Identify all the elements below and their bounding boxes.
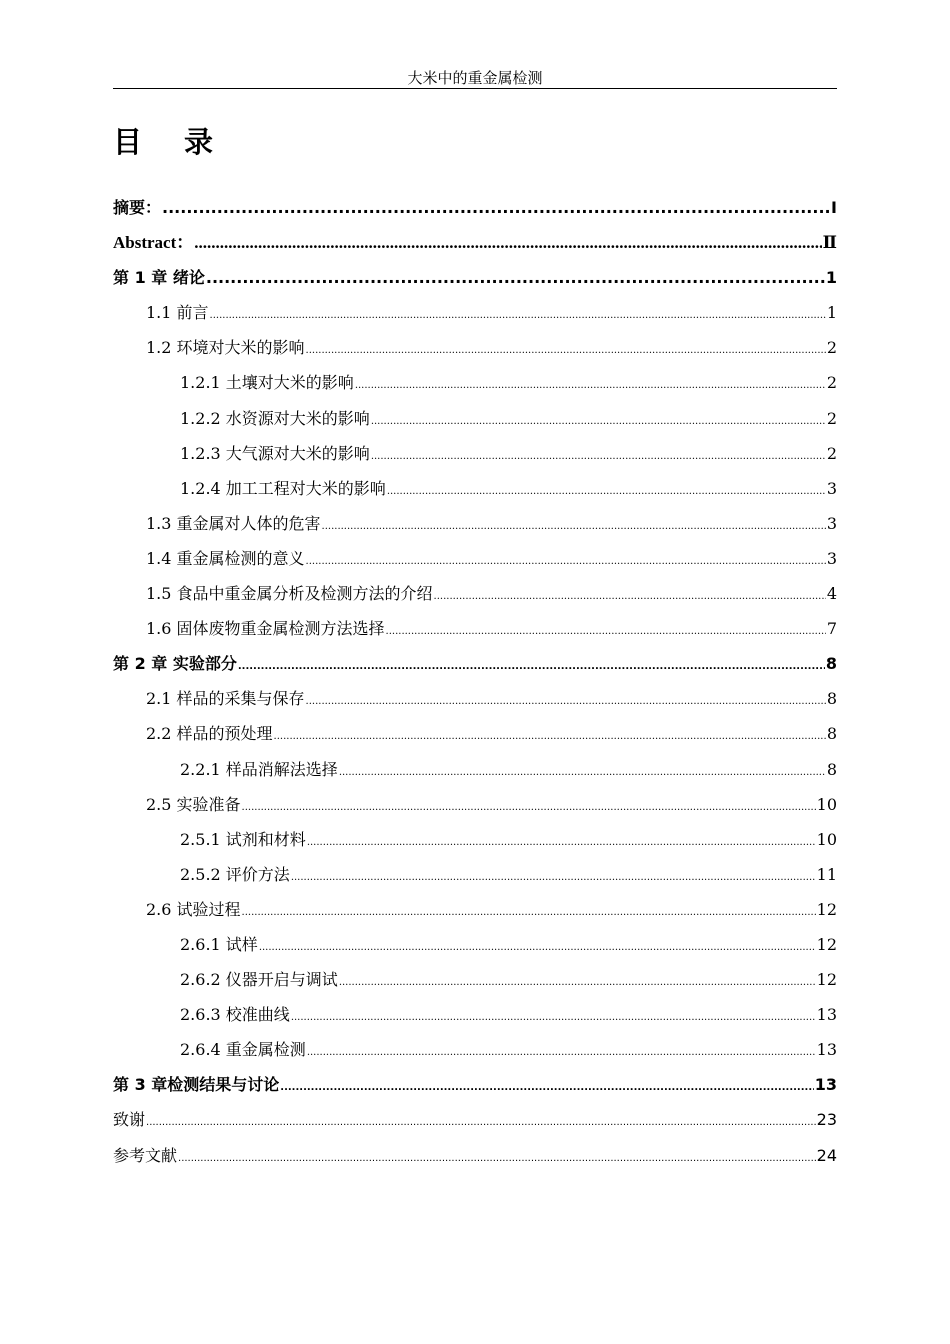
toc-entry[interactable] [113,681,837,716]
toc-entry-label: 2.6 试验过程 [146,899,241,919]
toc-leader-dots [210,298,826,333]
toc-entry-label: 摘要： [113,198,162,217]
toc-entry[interactable] [113,365,837,400]
toc-entry-page: 1 [826,303,837,323]
toc-entry-page: 8 [826,724,837,744]
toc-entry[interactable] [113,1138,837,1173]
toc-entry-label: 2.6.2 仪器开启与调试 [180,970,338,990]
toc-entry-page: 13 [816,1005,837,1025]
toc-entry-label: 2.5 实验准备 [146,794,241,814]
toc-entry-page: 2 [826,408,837,428]
page-title [113,120,215,161]
toc-entry-label: 2.6.1 试样 [180,934,258,954]
toc-leader-dots [339,965,816,1000]
toc-entry-page: 2 [826,443,837,463]
toc-entry-label: 1.2 环境对大米的影响 [146,338,305,358]
toc-entry-label: 2.6.4 重金属检测 [180,1040,306,1060]
toc-entry-label: 1.3 重金属对人体的危害 [146,513,321,533]
toc-entry-label: 2.5.2 评价方法 [180,864,290,884]
toc-leader-dots [146,1105,816,1140]
toc-leader-dots [339,755,826,790]
header-rule [113,88,837,89]
toc-leader-dots [242,895,816,930]
toc-entry-label: 致谢 [113,1110,146,1130]
toc-entry-page: 3 [826,478,837,498]
toc-leader-dots [386,614,826,649]
toc-entry-page: 12 [816,934,837,954]
toc-entry-page: I [831,198,837,217]
toc-entry[interactable] [113,857,837,892]
toc-leader-dots [306,544,826,579]
document-page [113,0,837,1344]
toc-entry-label: 1.5 食品中重金属分析及检测方法的介绍 [146,584,433,604]
toc-entry-page: Ⅱ [822,233,837,253]
toc-entry-label: 1.6 固体废物重金属检测方法选择 [146,619,385,639]
toc-entry[interactable] [113,436,837,471]
toc-entry[interactable] [113,295,837,330]
toc-leader-dots [307,825,816,860]
toc-leader-dots [259,930,816,965]
toc-leader-dots [306,684,826,719]
toc-leader-dots [371,404,826,439]
toc-leader-dots [242,790,816,825]
toc-entry-page: 8 [826,689,837,709]
toc-entry[interactable] [113,822,837,857]
toc-entry-label: 2.2 样品的预处理 [146,724,273,744]
toc-entry-label: 1.1 前言 [146,303,209,323]
page-title-left: 目 [113,125,145,159]
toc-entry-page: 8 [826,759,837,779]
toc-entry-label: 2.5.1 试剂和材料 [180,829,306,849]
toc-entry-label: 2.2.1 样品消解法选择 [180,759,338,779]
toc-entry-page: 10 [816,794,837,814]
toc-entry-page: 3 [826,548,837,568]
toc-entry[interactable] [113,330,837,365]
toc-entry-page: 12 [816,970,837,990]
toc-entry[interactable] [113,471,837,506]
toc-entry-label: 2.6.3 校准曲线 [180,1005,290,1025]
toc-entry-label: 1.2.2 水资源对大米的影响 [180,408,370,428]
toc-entry[interactable] [113,541,837,576]
toc-entry[interactable] [113,506,837,541]
table-of-contents [113,190,837,1173]
toc-leader-dots [355,368,826,403]
toc-leader-dots [387,474,826,509]
toc-entry-label: 第 2 章 实验部分 [113,654,237,674]
toc-entry-page: 13 [816,1040,837,1060]
toc-entry-page: 10 [816,829,837,849]
toc-entry-label: 1.2.3 大气源对大米的影响 [180,443,370,463]
toc-entry-page: 2 [826,373,837,393]
toc-entry[interactable] [113,716,837,751]
toc-leader-dots [291,1000,816,1035]
toc-leader-dots [291,860,816,895]
toc-entry[interactable] [113,787,837,822]
toc-entry[interactable] [113,225,837,260]
toc-entry[interactable] [113,1067,837,1102]
toc-leader-dots [274,719,826,754]
toc-entry-label: 1.2.4 加工工程对大米的影响 [180,478,386,498]
toc-entry[interactable] [113,997,837,1032]
toc-entry-page: 7 [826,619,837,639]
toc-entry-page: 8 [825,654,837,674]
toc-entry-page: 2 [826,338,837,358]
toc-leader-dots [280,1070,813,1105]
toc-entry-page: 4 [826,584,837,604]
toc-entry[interactable] [113,576,837,611]
toc-entry-page: 23 [816,1110,837,1130]
toc-leader-dots [178,1141,816,1176]
toc-leader-dots [206,260,825,295]
toc-entry[interactable] [113,260,837,295]
toc-entry[interactable] [113,962,837,997]
toc-entry-label: 1.4 重金属检测的意义 [146,548,305,568]
toc-entry-label: 第 3 章检测结果与讨论 [113,1075,280,1095]
toc-leader-dots [238,649,825,684]
toc-leader-dots [371,439,826,474]
toc-entry-label: 1.2.1 土壤对大米的影响 [180,373,354,393]
toc-entry[interactable] [113,927,837,962]
toc-entry-label: 第 1 章 绪论 [113,268,205,288]
toc-entry[interactable] [113,752,837,787]
running-header: 大米中的重金属检测 [407,69,543,87]
toc-leader-dots [306,333,826,368]
toc-entry-label: Abstract： [113,233,194,253]
toc-entry[interactable] [113,611,837,646]
toc-entry[interactable] [113,646,837,681]
toc-entry-page: 13 [814,1075,837,1095]
toc-leader-dots [307,1035,816,1070]
toc-entry[interactable] [113,1032,837,1067]
toc-entry[interactable] [113,190,837,225]
toc-entry-page: 12 [816,899,837,919]
toc-entry-label: 参考文献 [113,1145,178,1165]
toc-entry[interactable] [113,1102,837,1137]
toc-leader-dots [434,579,826,614]
page-title-right: 录 [184,125,216,159]
toc-entry-page: 1 [825,268,837,288]
toc-entry-page: 3 [826,513,837,533]
toc-leader-dots [194,225,821,260]
toc-leader-dots [162,190,830,225]
toc-entry-page: 24 [816,1145,837,1165]
toc-entry-page: 11 [816,864,837,884]
toc-entry-label: 2.1 样品的采集与保存 [146,689,305,709]
toc-leader-dots [322,509,826,544]
toc-entry[interactable] [113,892,837,927]
toc-entry[interactable] [113,401,837,436]
